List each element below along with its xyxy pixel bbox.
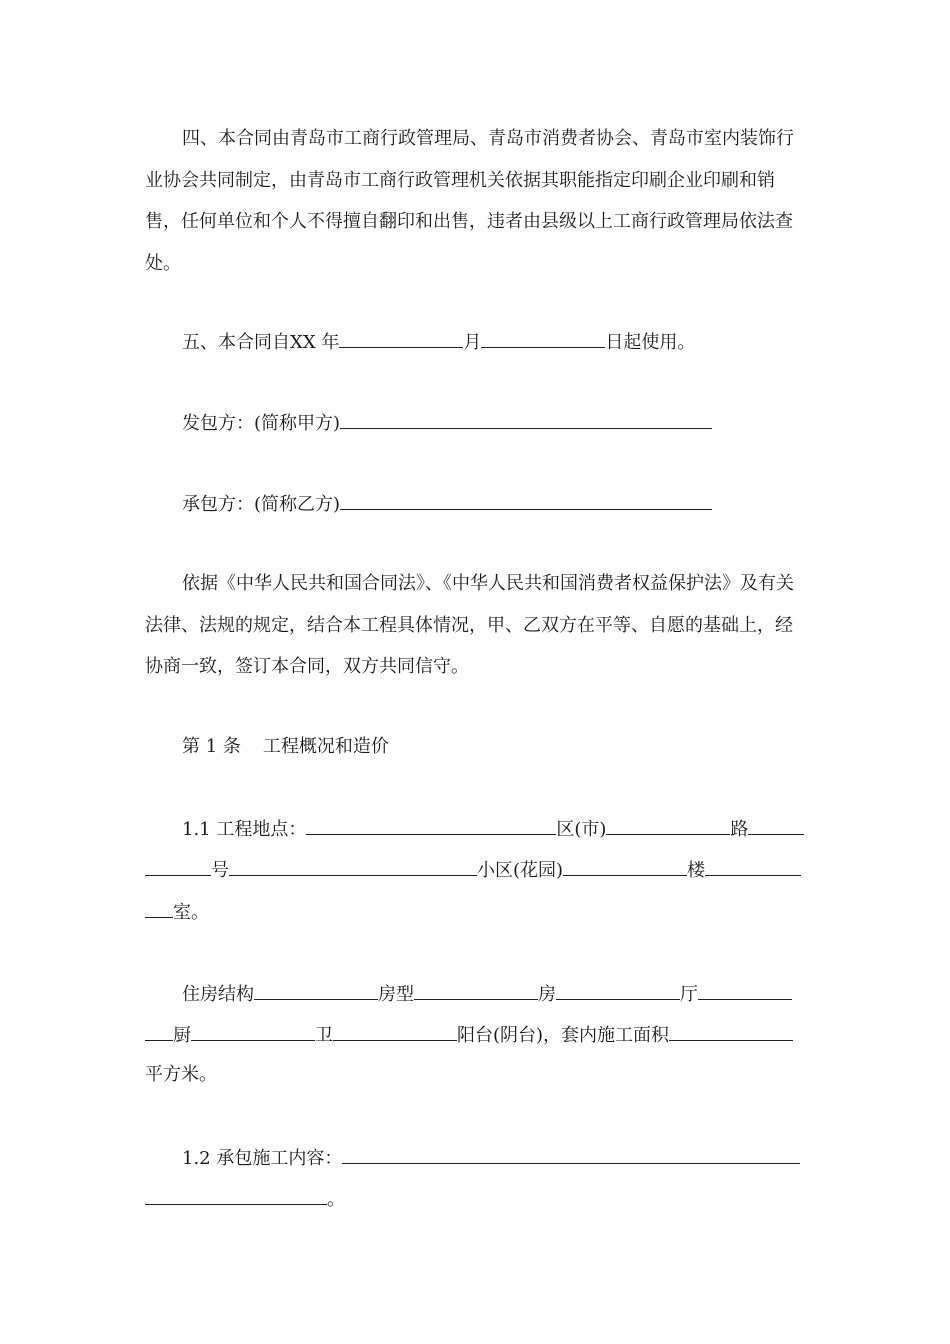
room-label: 室。 (173, 902, 209, 923)
building-label: 楼 (687, 860, 706, 881)
blank-road-cont (145, 857, 211, 876)
blank-area (669, 1022, 793, 1041)
blank-party-a (340, 410, 712, 429)
blank-location (306, 816, 556, 835)
community-label: 小区(花园) (477, 860, 564, 881)
district-label: 区(市) (556, 819, 607, 840)
house-line-3 (145, 1063, 217, 1087)
blank-structure (254, 981, 378, 1000)
blank-building (705, 857, 801, 876)
blank-number (229, 857, 477, 876)
type-label: 房型 (378, 984, 414, 1005)
location-line-2 (145, 857, 801, 883)
party-b-line (182, 491, 712, 517)
blank-kitchen (191, 1022, 315, 1041)
blank-bath (333, 1022, 457, 1041)
party-a-line (182, 410, 712, 436)
clause-5-month: 月 (463, 332, 482, 353)
article-1-number: 第 1 条 (182, 736, 241, 757)
blank-day (481, 329, 605, 348)
clause-5-day: 日起使用。 (605, 332, 696, 353)
party-a-label: 发包方：(简称甲方) (182, 413, 341, 434)
house-line-1 (182, 981, 792, 1007)
blank-district (606, 816, 730, 835)
blank-halls-cont (145, 1022, 173, 1041)
kitchen-label: 厨 (173, 1025, 191, 1046)
blank-type (414, 981, 538, 1000)
blank-month (339, 329, 463, 348)
blank-building-cont (145, 899, 173, 918)
location-line-3 (145, 899, 209, 925)
halls-label: 厅 (680, 984, 698, 1005)
basis-paragraph: 依据《中华人民共和国合同法》、《中华人民共和国消费者权益保护法》及有关法律、法规的规定，结合本工程具体情况，甲、乙双方在平等、自愿的基础上，经协商一致，签订本合同，双方共同信守。 (145, 573, 794, 677)
blank-scope-cont (145, 1186, 327, 1205)
blank-rooms (556, 981, 680, 1000)
number-label: 号 (211, 860, 229, 881)
house-line-2 (145, 1022, 793, 1048)
clause-5 (182, 329, 695, 355)
rooms-label: 房 (538, 984, 556, 1005)
location-line-1 (182, 816, 804, 842)
scope-label: 1.2 承包施工内容： (182, 1148, 343, 1169)
scope-line-2 (145, 1186, 345, 1212)
article-1-title: 工程概况和造价 (262, 736, 389, 757)
bath-label: 卫 (315, 1025, 333, 1046)
clause-5-text-a: 五、本合同自 (182, 332, 290, 353)
clause-5-year: XX 年 (290, 332, 340, 353)
blank-halls (698, 981, 792, 1000)
balcony-label: 阳台(阴台)，套内施工面积 (457, 1025, 670, 1046)
party-b-label: 承包方：(简称乙方) (182, 494, 341, 515)
blank-scope (342, 1145, 800, 1164)
blank-party-b (340, 491, 712, 510)
article-1-heading (182, 735, 389, 759)
clause-4: 四、本合同由青岛市工商行政管理局、青岛市消费者协会、青岛市室内装饰行业协会共同制定，由青岛市工商行政管理机关依据其职能指定印刷企业印刷和销售，任何单位和个人不得擅自翻印和出售，违者由县级以上工商行政管理局依法查处。 (145, 128, 794, 274)
area-unit: 平方米。 (145, 1064, 217, 1085)
road-label: 路 (730, 819, 749, 840)
blank-community (563, 857, 687, 876)
scope-line-1 (182, 1145, 800, 1171)
location-label: 1.1 工程地点： (182, 819, 307, 840)
blank-road (748, 816, 804, 835)
scope-end: 。 (327, 1189, 345, 1210)
structure-label: 住房结构 (182, 984, 254, 1005)
